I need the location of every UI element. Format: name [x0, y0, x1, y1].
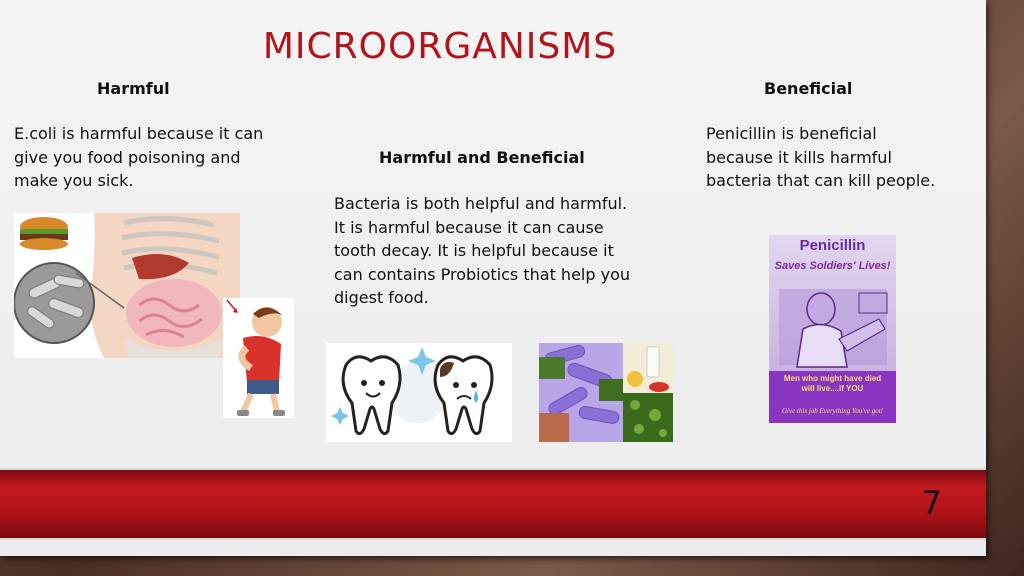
poster-caption: Men who might have died will live....if YOU — [783, 374, 882, 393]
page-number: 7 — [921, 484, 942, 522]
harmful-text: E.coli is harmful because it can give you food poisoning and make you sick. — [14, 124, 264, 190]
harmful-heading: Harmful — [97, 79, 170, 98]
poster-tagline: Give this job Everything You've got! — [782, 407, 883, 415]
probiotics-collage-image — [539, 343, 673, 442]
harmful-and-beneficial-text: Bacteria is both helpful and harmful. It is harmful because it can cause tooth decay. It is helpful because it can contains Probiotics that help you digest food. — [334, 194, 630, 307]
beneficial-text: Penicillin is beneficial because it kills harmful bacteria that can kill people. — [706, 124, 936, 190]
poster-subtitle: Saves Soldiers' Lives! — [774, 260, 891, 272]
poster-title: Penicillin — [799, 237, 866, 254]
beneficial-heading: Beneficial — [764, 79, 853, 98]
sick-boy-image — [223, 298, 294, 418]
ecoli-illustration — [14, 213, 240, 358]
slide-title: MICROORGANISMS — [262, 26, 618, 67]
teeth-image — [326, 343, 512, 442]
footer-band — [0, 468, 986, 540]
penicillin-poster — [769, 235, 896, 423]
harmful-and-beneficial-heading: Harmful and Beneficial — [379, 148, 585, 167]
